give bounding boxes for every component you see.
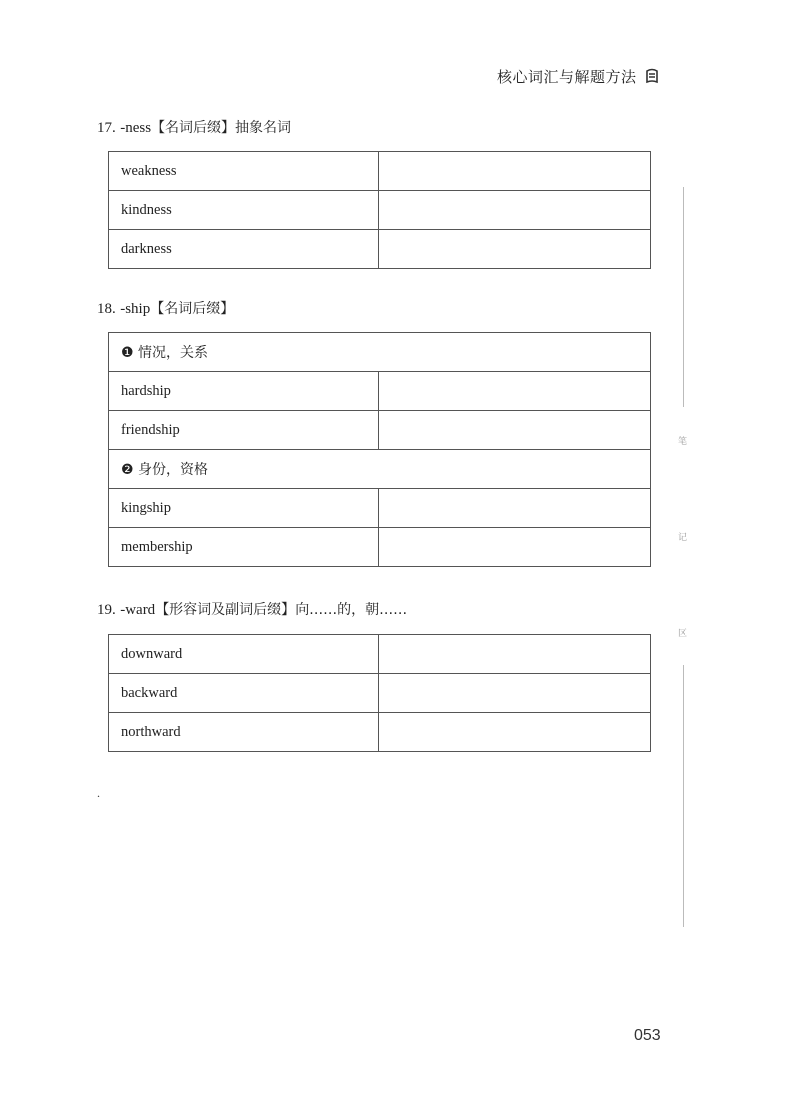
vocab-table-ness bbox=[108, 151, 651, 269]
section-number: 17. bbox=[97, 120, 116, 136]
table-row bbox=[109, 191, 651, 230]
answer-cell bbox=[379, 152, 651, 191]
section-tag: 【名词后缀】 bbox=[150, 301, 235, 317]
vocab-word: membership bbox=[109, 528, 379, 567]
vocab-word: hardship bbox=[109, 372, 379, 411]
vocab-word: friendship bbox=[109, 411, 379, 450]
trailing-mark: . bbox=[97, 786, 100, 800]
vocab-word: kindness bbox=[109, 191, 379, 230]
table-row bbox=[109, 489, 651, 528]
notes-margin-char: 区 bbox=[678, 629, 688, 639]
section-suffix: -ness bbox=[120, 120, 152, 136]
notes-margin-line-bottom bbox=[683, 665, 684, 927]
page-number: 053 bbox=[634, 1027, 661, 1044]
answer-cell bbox=[379, 191, 651, 230]
answer-cell bbox=[379, 489, 651, 528]
answer-cell bbox=[379, 713, 651, 752]
group-label: ❷ 身份，资格 bbox=[109, 450, 651, 489]
section-meaning: 向……的，朝…… bbox=[295, 602, 408, 618]
group-header-row bbox=[109, 333, 651, 372]
table-row bbox=[109, 152, 651, 191]
section-suffix: -ship bbox=[120, 301, 151, 317]
table-row bbox=[109, 372, 651, 411]
answer-cell bbox=[379, 372, 651, 411]
vocab-table-ward bbox=[108, 634, 651, 752]
answer-cell bbox=[379, 528, 651, 567]
section-meaning: 抽象名词 bbox=[235, 120, 292, 136]
section-tag: 【名词后缀】 bbox=[151, 120, 236, 136]
table-row bbox=[109, 411, 651, 450]
vocab-word: darkness bbox=[109, 230, 379, 269]
vocab-word: weakness bbox=[109, 152, 379, 191]
section-number: 18. bbox=[97, 301, 116, 317]
section-suffix: -ward bbox=[120, 602, 156, 618]
table-row bbox=[109, 713, 651, 752]
table-row bbox=[109, 528, 651, 567]
answer-cell bbox=[379, 230, 651, 269]
answer-cell bbox=[379, 674, 651, 713]
section-tag: 【形容词及副词后缀】 bbox=[155, 602, 296, 618]
notes-margin-line-top bbox=[683, 187, 684, 407]
vocab-word: northward bbox=[109, 713, 379, 752]
table-row bbox=[109, 635, 651, 674]
vocab-word: backward bbox=[109, 674, 379, 713]
vocab-word: kingship bbox=[109, 489, 379, 528]
notes-margin-char: 笔 bbox=[678, 437, 688, 447]
vocab-word: downward bbox=[109, 635, 379, 674]
table-row bbox=[109, 674, 651, 713]
answer-cell bbox=[379, 635, 651, 674]
section-title-18 bbox=[97, 298, 234, 318]
group-label: ❶ 情况，关系 bbox=[109, 333, 651, 372]
vocab-table-ship bbox=[108, 332, 651, 567]
answer-cell bbox=[379, 411, 651, 450]
book-logo-icon bbox=[645, 68, 659, 84]
section-number: 19. bbox=[97, 602, 116, 618]
section-title-19 bbox=[97, 599, 407, 619]
running-header: 核心词汇与解题方法 bbox=[497, 68, 637, 86]
group-header-row bbox=[109, 450, 651, 489]
table-row bbox=[109, 230, 651, 269]
notes-margin-char: 记 bbox=[678, 533, 688, 543]
section-title-17 bbox=[97, 117, 291, 137]
